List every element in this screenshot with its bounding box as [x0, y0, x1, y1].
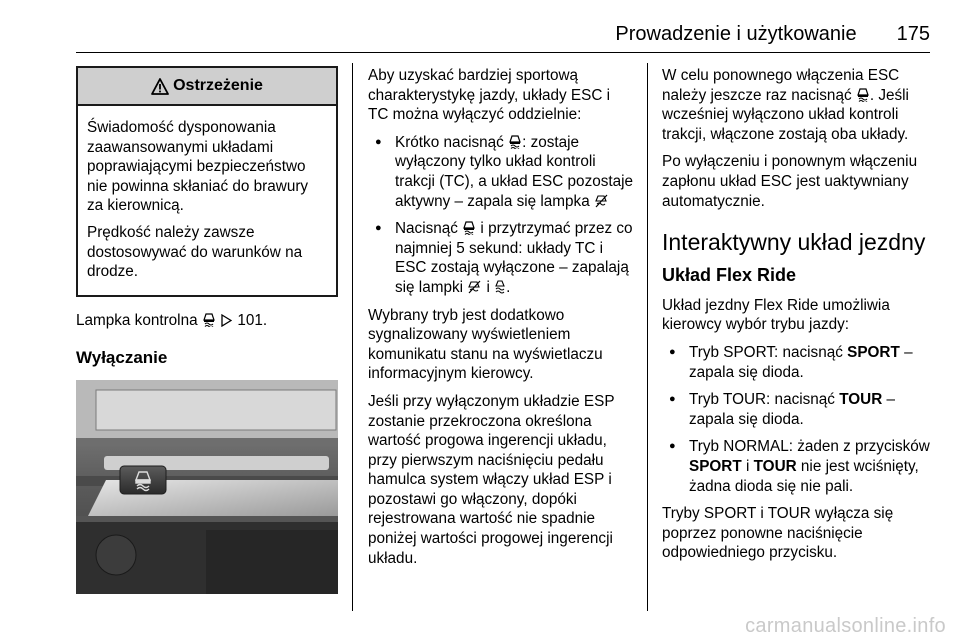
- bullet1-after: : zostaje wyłączony tylko układ kontroli trakcji (TC), a układ ESC pozostaje aktywny – zapala się lampka: [395, 133, 634, 210]
- column-1: [76, 66, 338, 594]
- list-item: ● Nacisnąć i przytrzymać przez co najmniej 5 sekund: układy TC i ESC zostają wyłączone – zapalają się lampki i .: [368, 219, 634, 297]
- lamp-text: Lampka kontrolna: [76, 311, 198, 329]
- esc-bullet-list: [368, 133, 634, 298]
- b2-after: – zapala się dioda.: [689, 391, 896, 428]
- esc-car-icon: [509, 135, 521, 149]
- b2-before: Tryb TOUR: nacisnąć: [689, 391, 835, 409]
- column-3: [662, 66, 930, 571]
- bullet1-before: Krótko nacisnąć: [395, 133, 504, 151]
- esc-ignition-paragraph: Po wyłączeniu i ponownym włączeniu zapłonu układ ESC jest uaktywniany automatycznie.: [662, 153, 918, 210]
- flexride-bullet-list: [662, 343, 930, 496]
- warning-paragraph-1: Świadomość dysponowania zaawansowanymi układami poprawiającymi bezpieczeństwo nie powinna skłaniać do brawury za kierownicą.: [87, 119, 309, 215]
- tc-off-icon: [468, 280, 481, 294]
- page-header: [600, 14, 930, 54]
- header-rule: [76, 52, 930, 53]
- list-item: [662, 437, 930, 496]
- esc-car-icon: [203, 313, 215, 327]
- list-item: [662, 343, 930, 382]
- esc-car-icon: [463, 221, 475, 235]
- b3-key2: TOUR: [753, 457, 797, 475]
- bullet2-middle: i przytrzymać przez co najmniej 5 sekund: układy TC i ESC zostają wyłączone – zapalają się lampki: [395, 220, 633, 296]
- warning-title-text: Ostrzeżenie: [173, 77, 263, 95]
- lamp-page-ref: 101.: [237, 311, 268, 329]
- running-title: Prowadzenie i użytkowanie: [615, 22, 857, 45]
- b1-before: Tryb SPORT: nacisnąć: [689, 343, 843, 361]
- esc-car-icon: [857, 88, 869, 102]
- para1-after: . Jeśli wcześniej wyłączono układ kontroli trakcji, włączone zostają oba układy.: [662, 86, 909, 143]
- column-divider-2: [647, 63, 648, 611]
- warning-triangle-icon: [151, 78, 169, 95]
- watermark: carmanualsonline.info: [745, 615, 946, 637]
- para1-before: W celu ponownego włączenia ESC należy jeszcze raz nacisnąć: [662, 67, 900, 104]
- flexride-intro: Układ jezdny Flex Ride umożliwia kierowcy wybór trybu jazdy:: [662, 296, 890, 334]
- page-number: 175: [896, 22, 930, 45]
- warning-box: [76, 66, 338, 297]
- column-divider-1: [352, 63, 353, 611]
- lamp-reference: [76, 311, 338, 331]
- flexride-deactivate-paragraph: Tryby SPORT i TOUR wyłącza się poprzez ponowne naciśnięcie odpowiedniego przycisku.: [662, 505, 894, 562]
- esc-paragraph-2: Wybrany tryb jest dodatkowo sygnalizowany wyświetleniem komunikatu stanu na wyświetlaczu informacyjnym kierowcy.: [368, 306, 603, 383]
- heading-interactive-chassis: Interaktywny układ jezdny: [662, 229, 926, 256]
- bullet2-before: Nacisnąć: [395, 220, 458, 238]
- b1-after: – zapala się dioda.: [689, 343, 913, 381]
- heading-wylaczanie: Wyłączanie: [76, 348, 168, 368]
- warning-body: [78, 106, 336, 295]
- list-item: [662, 390, 930, 429]
- b3-before: Tryb NORMAL: żaden z przycisków: [689, 438, 930, 456]
- esc-off-icon: [495, 280, 505, 294]
- bullet2-and: i: [486, 278, 490, 296]
- b2-key: TOUR: [839, 391, 883, 409]
- list-item: [368, 133, 634, 211]
- esc-reenable-paragraph: [662, 66, 930, 144]
- dashboard-photo: [76, 380, 338, 594]
- column-2: [368, 66, 634, 576]
- b3-and: i: [745, 457, 750, 475]
- heading-flex-ride: Układ Flex Ride: [662, 265, 797, 286]
- reference-arrow-icon: [221, 314, 232, 327]
- b3-after: nie jest wciśnięty, żadna dioda się nie pali.: [689, 457, 919, 495]
- warning-title: [78, 68, 336, 106]
- b3-key1: SPORT: [689, 457, 742, 475]
- warning-paragraph-2: Prędkość należy zawsze dostosowywać do warunków na drodze.: [87, 223, 303, 281]
- esc-intro: Aby uzyskać bardziej sportową charakterystykę jazdy, układy ESC i TC można wyłączyć oddzielnie:: [368, 67, 611, 124]
- b1-key: SPORT: [847, 343, 900, 361]
- tc-off-icon: [595, 194, 608, 208]
- esc-paragraph-3: Jeśli przy wyłączonym układzie ESP zostanie przekroczona określona wartość progowa ingerencji układu, przy pierwszym naciśnięciu pedału hamulca system włączy układ ESP i pozostawi go włączony, dopóki rejestrowana wartość nie spadnie poniżej wartości progowej ingerencji układu.: [368, 392, 615, 567]
